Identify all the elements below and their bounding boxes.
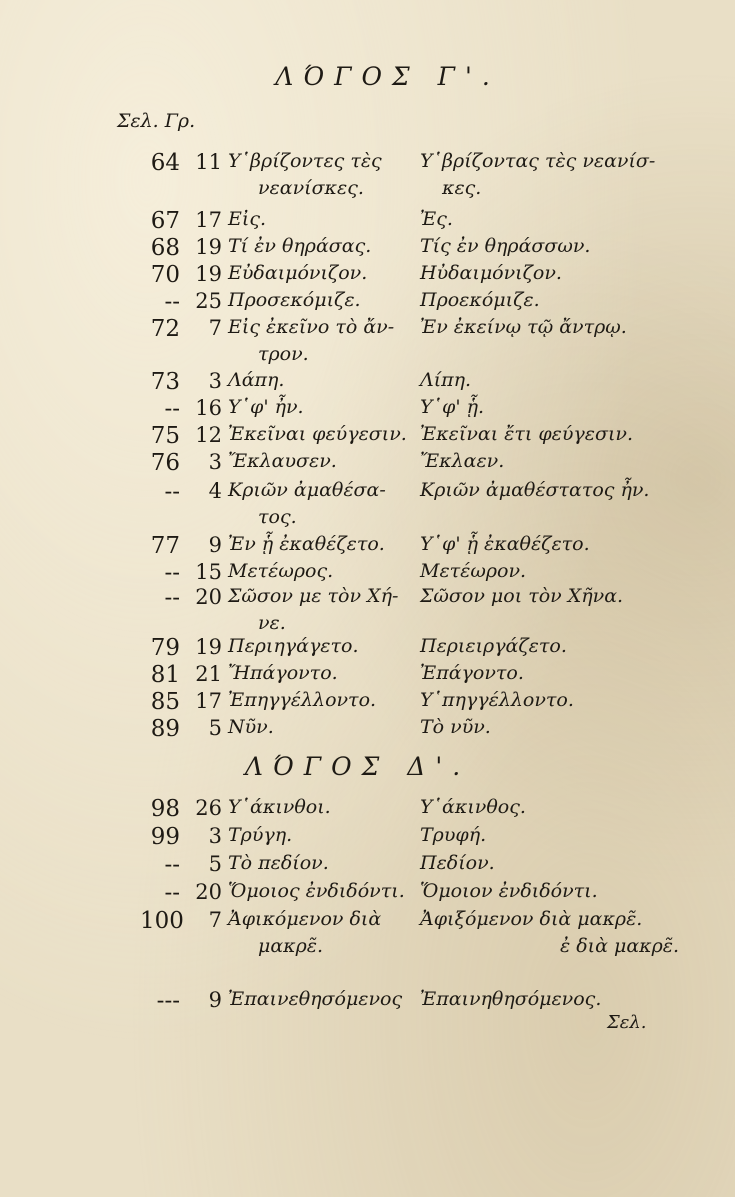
page-number: 79 bbox=[150, 635, 180, 661]
errata-row bbox=[0, 369, 735, 399]
page-number: -- bbox=[164, 560, 180, 586]
line-number: 20 bbox=[195, 880, 222, 904]
corrected-reading: Υ῾βρίζοντας τὲς νεανίσ- bbox=[420, 150, 656, 172]
errata-row bbox=[0, 235, 735, 265]
errata-row bbox=[0, 450, 735, 480]
corrected-reading: Ἐς. bbox=[420, 208, 453, 230]
erroneous-reading: Σῶσον με τὸν Χή- bbox=[228, 585, 399, 607]
corrected-reading: Τίς ἐν θηράσσων. bbox=[420, 235, 591, 257]
corrected-reading: Ἐπαινηθησόμενος. bbox=[420, 988, 602, 1010]
errata-row bbox=[0, 316, 735, 365]
errata-row bbox=[0, 585, 735, 634]
page-number: 72 bbox=[150, 316, 180, 342]
line-number: 7 bbox=[208, 908, 222, 932]
page-number: 99 bbox=[150, 824, 180, 850]
page-number: 81 bbox=[150, 662, 180, 688]
page-number: -- bbox=[164, 289, 180, 315]
errata-row bbox=[0, 824, 735, 854]
book-four-heading: ΛΌΓΟΣ Δ'. bbox=[244, 752, 471, 781]
erroneous-reading: Ἤπάγοντο. bbox=[228, 662, 338, 684]
corrected-reading: Ὅμοιον ἐνδιδόντι. bbox=[420, 880, 598, 902]
page-number: 68 bbox=[150, 235, 180, 261]
errata-row bbox=[0, 289, 735, 319]
erroneous-reading: Κριῶν ἀμαθέσα- bbox=[228, 479, 386, 501]
corrected-reading: Προεκόμιζε. bbox=[420, 289, 540, 311]
line-number: 19 bbox=[195, 235, 222, 259]
erroneous-reading: Τρύγη. bbox=[228, 824, 293, 846]
erroneous-reading: Ἐπαινεθησόμενος bbox=[228, 988, 403, 1010]
corrected-reading: Ηὐδαιμόνιζον. bbox=[420, 262, 562, 284]
corrected-reading: Λίπη. bbox=[420, 369, 472, 391]
errata-row bbox=[0, 635, 735, 665]
line-number: 4 bbox=[208, 479, 222, 503]
corrected-reading: Τὸ νῦν. bbox=[420, 716, 491, 738]
line-number: 11 bbox=[195, 150, 222, 174]
erroneous-reading: Ἐκεῖναι φεύγεσιν. bbox=[228, 423, 407, 445]
errata-row bbox=[0, 689, 735, 719]
erroneous-reading-continued: μακρε̃. bbox=[258, 935, 324, 957]
corrected-reading-continued: ἐ διὰ μακρε̃. bbox=[560, 935, 680, 957]
line-number: 3 bbox=[208, 824, 222, 848]
erroneous-reading: Λάπη. bbox=[228, 369, 285, 391]
errata-row bbox=[0, 396, 735, 426]
line-number: 5 bbox=[208, 716, 222, 740]
line-number: 19 bbox=[195, 262, 222, 286]
corrected-reading: Τρυφή. bbox=[420, 824, 487, 846]
catchword: Σελ. bbox=[607, 1012, 647, 1033]
line-number: 21 bbox=[195, 662, 222, 686]
line-number: 20 bbox=[195, 585, 222, 609]
page-number: --- bbox=[156, 988, 180, 1014]
page-number: 70 bbox=[150, 262, 180, 288]
page-number: -- bbox=[164, 585, 180, 611]
erroneous-reading: Ἀφικόμενον διὰ bbox=[228, 908, 382, 930]
line-number: 16 bbox=[195, 396, 222, 420]
erroneous-reading: Τὸ πεδίον. bbox=[228, 852, 329, 874]
errata-row bbox=[0, 533, 735, 563]
erroneous-reading: Ἐπηγγέλλοντο. bbox=[228, 689, 377, 711]
page-number: 89 bbox=[150, 716, 180, 742]
errata-row bbox=[0, 662, 735, 692]
errata-row bbox=[0, 880, 735, 910]
page-number: 77 bbox=[150, 533, 180, 559]
page-number: 85 bbox=[150, 689, 180, 715]
line-number: 15 bbox=[195, 560, 222, 584]
corrected-reading: Μετέωρον. bbox=[420, 560, 527, 582]
erroneous-reading: Νῦν. bbox=[228, 716, 274, 738]
page-number: 67 bbox=[150, 208, 180, 234]
page-number: 76 bbox=[150, 450, 180, 476]
page-number: 73 bbox=[150, 369, 180, 395]
errata-row bbox=[0, 796, 735, 826]
corrected-reading-continued: κες. bbox=[442, 177, 482, 199]
erroneous-reading: Υ῾άκινθοι. bbox=[228, 796, 331, 818]
errata-row bbox=[0, 908, 735, 957]
line-number: 9 bbox=[208, 988, 222, 1012]
erroneous-reading: Τί ἐν θηράσας. bbox=[228, 235, 372, 257]
line-number: 5 bbox=[208, 852, 222, 876]
errata-row bbox=[0, 423, 735, 453]
erroneous-reading: Περιηγάγετο. bbox=[228, 635, 359, 657]
corrected-reading: Ἐν ἐκείνῳ τῷ ἄντρῳ. bbox=[420, 316, 627, 338]
line-number: 17 bbox=[195, 689, 222, 713]
page-number: 64 bbox=[150, 150, 180, 176]
erroneous-reading: Ἐν ᾗ ἐκαθέζετο. bbox=[228, 533, 385, 555]
corrected-reading: Υ῾άκινθος. bbox=[420, 796, 526, 818]
column-header: Σελ. Γρ. bbox=[117, 110, 196, 132]
errata-row bbox=[0, 716, 735, 746]
corrected-reading: Περιειργάζετο. bbox=[420, 635, 567, 657]
erroneous-reading: Μετέωρος. bbox=[228, 560, 334, 582]
erroneous-reading-continued: νε. bbox=[258, 612, 286, 634]
corrected-reading: Ἐπάγοντο. bbox=[420, 662, 524, 684]
line-number: 3 bbox=[208, 369, 222, 393]
errata-row bbox=[0, 150, 735, 199]
corrected-reading: Ἐκεῖναι ἔτι φεύγεσιν. bbox=[420, 423, 633, 445]
corrected-reading: Κριῶν ἀμαθέστατος ἦν. bbox=[420, 479, 650, 501]
erroneous-reading: Υ῾φ' ἦν. bbox=[228, 396, 304, 418]
line-number: 7 bbox=[208, 316, 222, 340]
page-number: 100 bbox=[140, 908, 184, 934]
book-three-heading: ΛΌΓΟΣ Γ'. bbox=[275, 62, 500, 91]
corrected-reading: Ἀφιξόμενον διὰ μακρε̃. bbox=[420, 908, 643, 930]
line-number: 9 bbox=[208, 533, 222, 557]
line-number: 25 bbox=[195, 289, 222, 313]
erroneous-reading: Εἰς ἐκεῖνο τὸ ἄν- bbox=[228, 316, 395, 338]
erroneous-reading-continued: τος. bbox=[258, 506, 297, 528]
erroneous-reading: Εὐδαιμόνιζον. bbox=[228, 262, 368, 284]
erroneous-reading: Ὅμοιος ἐνδιδόντι. bbox=[228, 880, 405, 902]
erroneous-reading: Υ῾βρίζοντες τὲς bbox=[228, 150, 382, 172]
page-number: 75 bbox=[150, 423, 180, 449]
errata-row bbox=[0, 262, 735, 292]
line-number: 19 bbox=[195, 635, 222, 659]
page-number: -- bbox=[164, 396, 180, 422]
line-number: 26 bbox=[195, 796, 222, 820]
page-number: -- bbox=[164, 479, 180, 505]
erroneous-reading: Προσεκόμιζε. bbox=[228, 289, 361, 311]
corrected-reading: Σῶσον μοι τὸν Χῆνα. bbox=[420, 585, 624, 607]
erroneous-reading: Εἰς. bbox=[228, 208, 266, 230]
erroneous-reading: Ἔκλαυσεν. bbox=[228, 450, 337, 472]
erroneous-reading-continued: τρον. bbox=[258, 343, 309, 365]
line-number: 17 bbox=[195, 208, 222, 232]
errata-row bbox=[0, 479, 735, 528]
errata-row bbox=[0, 852, 735, 882]
page-number: -- bbox=[164, 880, 180, 906]
page-number: 98 bbox=[150, 796, 180, 822]
corrected-reading: Υ῾πηγγέλλοντο. bbox=[420, 689, 574, 711]
corrected-reading: Υ῾φ' ᾗ. bbox=[420, 396, 485, 418]
line-number: 3 bbox=[208, 450, 222, 474]
erroneous-reading-continued: νεανίσκες. bbox=[258, 177, 364, 199]
errata-row bbox=[0, 208, 735, 238]
corrected-reading: Πεδίον. bbox=[420, 852, 495, 874]
line-number: 12 bbox=[195, 423, 222, 447]
corrected-reading: Ἔκλαεν. bbox=[420, 450, 505, 472]
page-number: -- bbox=[164, 852, 180, 878]
corrected-reading: Υ῾φ' ᾗ ἐκαθέζετο. bbox=[420, 533, 590, 555]
